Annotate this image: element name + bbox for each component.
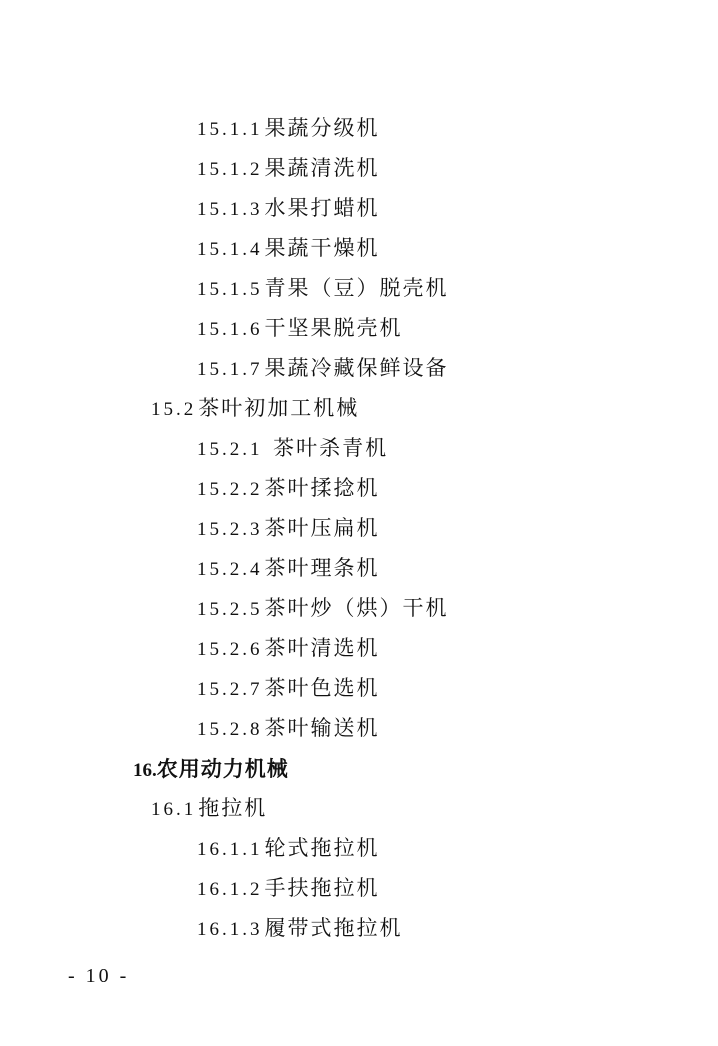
item-number: 15.2.3	[197, 519, 263, 540]
item-number: 15.1.1	[197, 119, 263, 140]
list-item	[197, 275, 449, 303]
list-item	[197, 515, 380, 543]
item-text: 果蔬分级机	[264, 116, 380, 140]
section-heading	[151, 395, 359, 423]
list-item	[197, 875, 380, 903]
item-text: 果蔬清洗机	[264, 156, 380, 180]
item-number: 15.2.5	[197, 599, 263, 620]
item-number: 15.1.5	[197, 279, 263, 300]
item-number: 15.1.4	[197, 239, 263, 260]
list-item	[197, 635, 380, 663]
list-item	[197, 195, 380, 223]
item-text: 茶叶杀青机	[264, 436, 389, 460]
item-text: 手扶拖拉机	[264, 876, 380, 900]
item-number: 15.2.4	[197, 559, 263, 580]
item-number: 15.2.6	[197, 639, 263, 660]
item-text: 农用动力机械	[156, 756, 289, 781]
list-item	[197, 475, 380, 503]
chapter-heading	[133, 756, 289, 784]
list-item	[197, 715, 380, 743]
item-text: 拖拉机	[198, 796, 268, 820]
item-text: 水果打蜡机	[264, 196, 380, 220]
item-number: 15.2.7	[197, 679, 263, 700]
item-text: 茶叶揉捻机	[264, 476, 380, 500]
item-number: 16.1	[151, 799, 197, 820]
list-item	[197, 835, 380, 863]
list-item	[197, 915, 403, 943]
item-text: 茶叶输送机	[264, 716, 380, 740]
item-number: 16.1.2	[197, 879, 263, 900]
item-text: 茶叶清选机	[264, 636, 380, 660]
item-number: 15.2	[151, 399, 197, 420]
list-item	[197, 675, 380, 703]
list-item	[197, 315, 403, 343]
item-text: 履带式拖拉机	[264, 916, 403, 940]
item-number: 16.1.3	[197, 919, 263, 940]
section-heading	[151, 795, 267, 823]
item-text: 干坚果脱壳机	[264, 316, 403, 340]
item-text: 茶叶初加工机械	[198, 396, 360, 420]
item-text: 茶叶理条机	[264, 556, 380, 580]
list-item	[197, 555, 380, 583]
item-number: 16.1.1	[197, 839, 263, 860]
item-text: 茶叶压扁机	[264, 516, 380, 540]
item-number: 15.1.2	[197, 159, 263, 180]
item-text: 轮式拖拉机	[264, 836, 380, 860]
list-item	[197, 155, 380, 183]
item-text: 果蔬冷藏保鲜设备	[264, 356, 449, 380]
list-item	[197, 115, 380, 143]
item-text: 茶叶色选机	[264, 676, 380, 700]
page-number: - 10 -	[68, 965, 130, 987]
item-number: 16.	[133, 760, 157, 781]
item-number: 15.2.1	[197, 439, 263, 460]
list-item	[197, 595, 449, 623]
item-text: 果蔬干燥机	[264, 236, 380, 260]
item-number: 15.1.6	[197, 319, 263, 340]
item-number: 15.2.2	[197, 479, 263, 500]
item-text: 青果（豆）脱壳机	[264, 276, 449, 300]
item-number: 15.1.3	[197, 199, 263, 220]
list-item	[197, 435, 388, 463]
list-item	[197, 355, 449, 383]
item-number: 15.2.8	[197, 719, 263, 740]
list-item	[197, 235, 380, 263]
item-number: 15.1.7	[197, 359, 263, 380]
item-text: 茶叶炒（烘）干机	[264, 596, 449, 620]
